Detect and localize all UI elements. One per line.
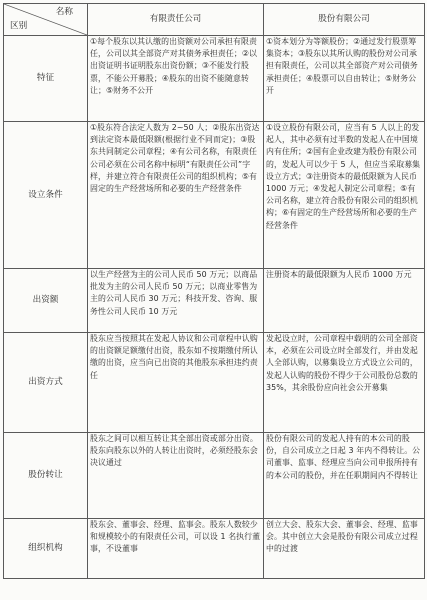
cell-llc [88,519,264,579]
cell-text: 发起设立时，公司章程中载明的公司全部资本，必须在公司设立时全部发行，并由发起人全部认购，以募集设立方式设立公司的，发起人认购的股份不得少于公司股份总数的 35%，其余股份应向社会公开募集 [266,334,418,392]
table-row [4,36,425,122]
cell-llc [88,269,264,333]
header-row [4,4,425,36]
cell-jsc [264,433,425,519]
cell-llc [88,36,264,122]
row-label: 特征 [4,36,88,122]
cell-text: ①每个股东以其认缴的出资额对公司承担有限责任，公司以其全部资产对其债务承担责任；②以出资证明书证明股东出资份额；③不能发行股票，不能公开募股；④股东的出资不能随意转让；⑤财务不公开 [90,37,257,95]
cell-text: ①股东符合法定人数为 2~50 人；②股东出资达到法定资本最低限额(根据行业不同而定)；③股东共同制定公司章程；④有公司名称，有限责任公司必须在公司名称中标明“有限责任公司”字样，并建立符合有限责任公司的组织机构；⑤有固定的生产经营场所和必要的生产经营条件 [90,123,260,194]
row-label: 组织机构 [4,519,88,579]
row-label: 出资额 [4,269,88,333]
cell-text: ①资本划分为等额股份；②通过发行股票筹集资本；③股东以其所认购的股份对公司承担有限责任，公司以其全部资产对公司债务承担责任；④股票可以自由转让；⑤财务公开 [266,37,418,95]
cell-jsc [264,519,425,579]
cell-llc [88,122,264,269]
comparison-table [3,3,425,579]
cell-text: ①设立股份有限公司，应当有 5 人以上的发起人，其中必须有过半数的发起人在中国境内有住所；②国有企业改建为股份有限公司的，发起人可以少于 5 人，但应当采取募集设立方式；③注册资本的最低限额为人民币 1000 万元；④发起人制定公司章程；⑤有公司名称，建立符合股份有限公司的组织机构；⑥有固定的生产经营场所和必要的生产经营条件 [266,123,421,230]
cell-text: 股东会、董事会、经理、监事会。股东人数较少和规模较小的有限责任公司，可以设 1 名执行董事，不设董事 [90,520,261,554]
table-row [4,519,425,579]
cell-jsc [264,269,425,333]
cell-jsc [264,122,425,269]
column-header-llc: 有限责任公司 [88,4,264,36]
row-label: 股份转让 [4,433,88,519]
corner-cell [4,4,88,36]
corner-top-label: 名称 [55,7,73,17]
cell-text: 创立大会、股东大会、董事会、经理、监事会。其中创立大会是股份有限公司成立过程中的过渡 [266,520,418,554]
row-label: 出资方式 [4,333,88,433]
cell-text: 股份有限公司的发起人持有的本公司的股份，自公司成立之日起 3 年内不得转让。公司董事、监事、经理应当向公司申报所持有的本公司的股份，并在任职期间内不得转让 [266,434,421,480]
corner-bottom-label: 区别 [10,20,28,31]
cell-jsc [264,333,425,433]
table-row [4,433,425,519]
cell-text: 股东之间可以相互转让其全部出资或部分出资。股东向股东以外的人转让出资时，必须经股东会决议通过 [90,434,258,468]
cell-llc [88,333,264,433]
cell-text: 股东应当按照其在发起人协议和公司章程中认购的出资额足额缴付出资，股东如不按期缴付所认缴的出资，应当向已出资的其他股东承担违约责任 [90,334,258,380]
table-row [4,122,425,269]
cell-llc [88,433,264,519]
row-label: 设立条件 [4,122,88,269]
cell-text: 注册资本的最低限额为人民币 1000 万元 [266,270,412,279]
cell-jsc [264,36,425,122]
table-row [4,269,425,333]
column-header-jsc: 股份有限公司 [264,4,425,36]
cell-text: 以生产经营为主的公司人民币 50 万元；以商品批发为主的公司人民币 50 万元；以商业零售为主的公司人民币 30 万元；科技开发、咨询、服务性公司人民币 10 万元 [90,270,258,316]
table-row [4,333,425,433]
